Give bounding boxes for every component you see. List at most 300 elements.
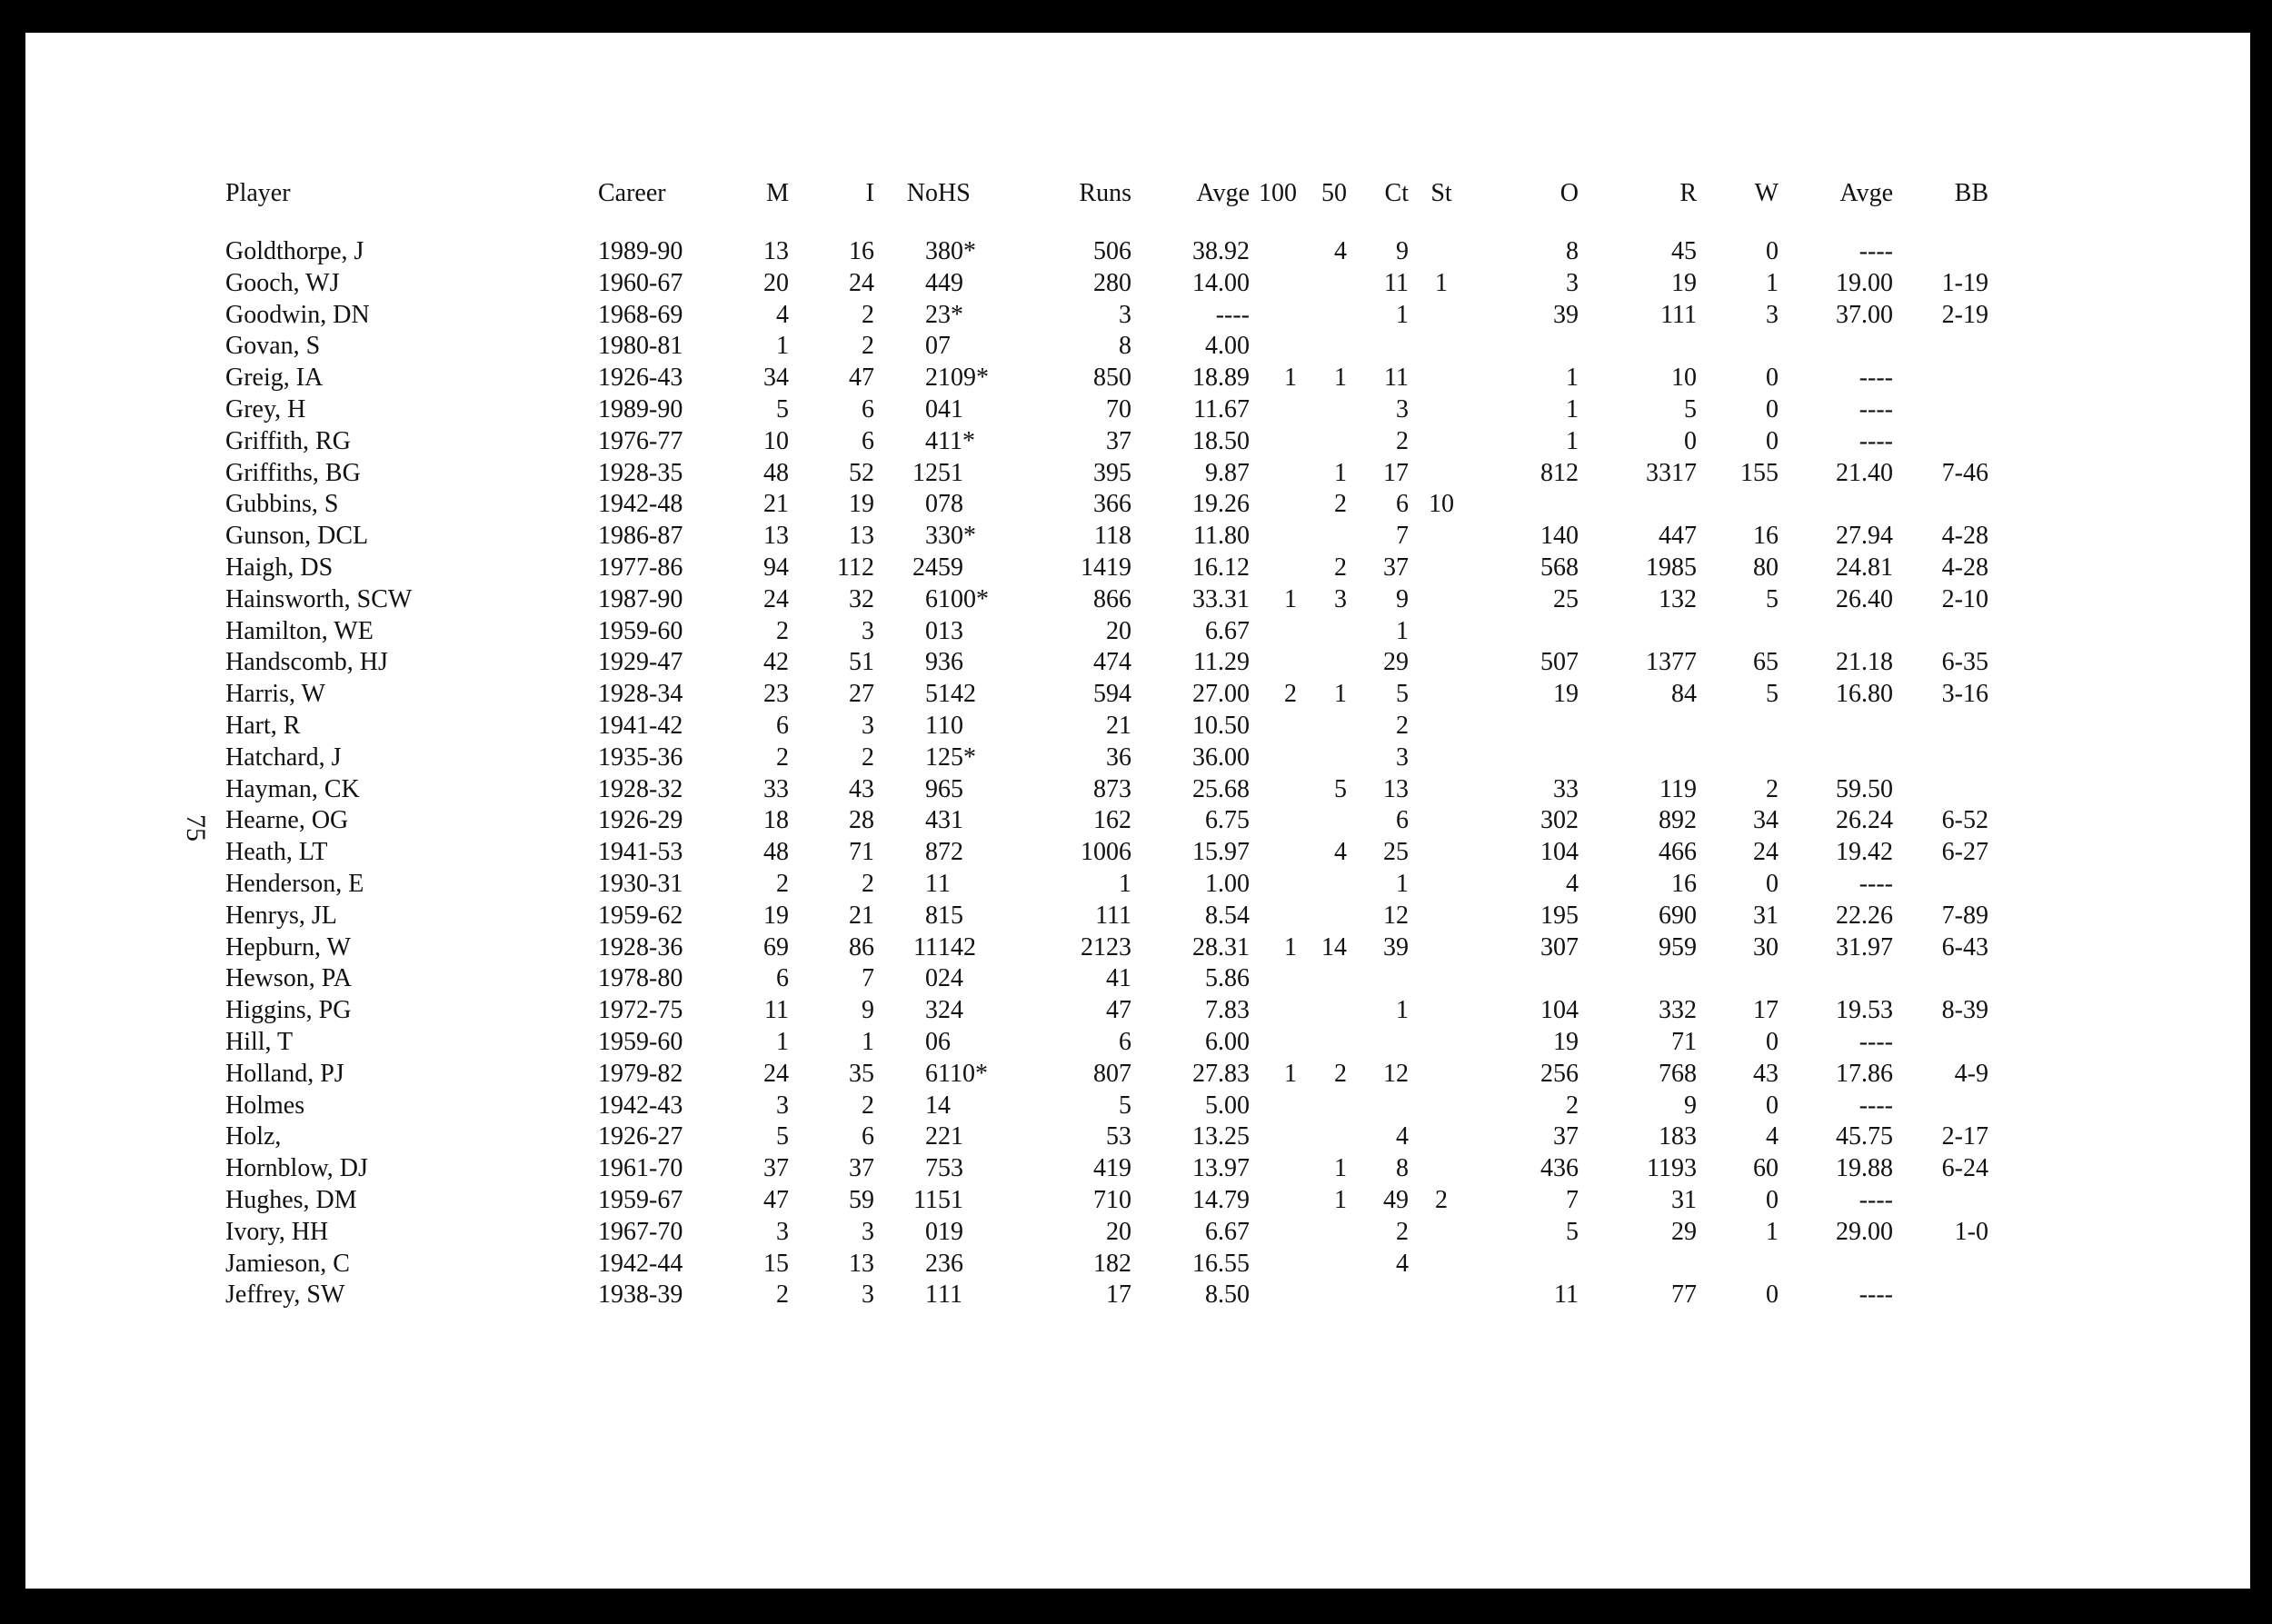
cell-highest-score: 24 — [938, 996, 963, 1025]
cell-stumpings — [1409, 331, 1474, 363]
cell-fifties — [1297, 1217, 1347, 1249]
cell-hundreds — [1250, 489, 1297, 521]
cell-innings: 52 — [849, 458, 874, 487]
cell-highest-score: 100* — [938, 584, 989, 613]
cell-stumpings — [1409, 1217, 1474, 1249]
cell-batting-average: 15.97 — [1192, 838, 1250, 867]
cell-catches: 1 — [1396, 300, 1409, 329]
cell-career: 1976-77 — [598, 426, 683, 455]
cell-runs-conceded — [1579, 616, 1697, 648]
cell-stumpings — [1409, 932, 1474, 964]
cell-overs: 1 — [1566, 426, 1579, 455]
cell-catches — [1347, 1027, 1409, 1059]
cell-stumpings — [1409, 553, 1474, 584]
cell-fifties — [1297, 394, 1347, 426]
cell-batting-average: 7.83 — [1205, 996, 1250, 1025]
cell-overs — [1474, 616, 1579, 648]
cell-player: Henderson, E — [225, 869, 364, 898]
cell-wickets: 5 — [1766, 584, 1779, 613]
cell-runs: 70 — [1106, 394, 1131, 423]
cell-innings: 1 — [862, 1027, 874, 1056]
cell-not-outs: 3 — [925, 237, 938, 265]
cell-bowling-average: 17.86 — [1836, 1059, 1893, 1088]
cell-bowling-average: 21.40 — [1836, 458, 1893, 487]
cell-batting-average: 27.00 — [1192, 680, 1250, 709]
cell-highest-score: 6 — [938, 1027, 951, 1056]
cell-not-outs: 0 — [925, 490, 938, 519]
cell-best-bowling: 2-19 — [1941, 300, 1988, 329]
cell-best-bowling: 6-24 — [1941, 1154, 1988, 1183]
cell-runs-conceded: 1985 — [1646, 553, 1697, 582]
header-highest-score: HS — [938, 179, 971, 207]
cell-fifties: 1 — [1334, 1185, 1347, 1214]
cell-career: 1989-90 — [598, 237, 683, 265]
cell-catches: 4 — [1396, 1249, 1409, 1278]
cell-player: Jamieson, C — [225, 1249, 350, 1278]
cell-runs: 162 — [1093, 806, 1131, 835]
cell-overs: 37 — [1553, 1122, 1579, 1151]
cell-fifties: 2 — [1334, 553, 1347, 582]
cell-career: 1928-34 — [598, 680, 683, 709]
cell-wickets: 31 — [1753, 901, 1779, 930]
cell-best-bowling: 4-9 — [1954, 1059, 1988, 1088]
cell-fifties: 14 — [1321, 932, 1347, 961]
cell-bowling-average — [1779, 331, 1893, 363]
cell-highest-score: 1 — [938, 869, 951, 898]
cell-player: Jeffrey, SW — [225, 1280, 345, 1310]
cell-career: 1959-67 — [598, 1185, 683, 1214]
cell-fifties — [1297, 616, 1347, 648]
cell-highest-score: 53 — [938, 1154, 963, 1183]
cell-career: 1959-60 — [598, 1027, 683, 1056]
cell-overs — [1474, 963, 1579, 995]
cell-wickets: 5 — [1766, 680, 1779, 709]
cell-stumpings — [1409, 236, 1474, 268]
cell-matches: 23 — [763, 680, 789, 709]
cell-highest-score: 21 — [938, 1122, 963, 1151]
cell-overs: 104 — [1540, 838, 1579, 867]
table-row — [225, 742, 1988, 774]
cell-wickets: 60 — [1753, 1154, 1779, 1183]
cell-overs: 507 — [1540, 648, 1579, 677]
cell-overs: 104 — [1540, 996, 1579, 1025]
cell-batting-average: 8.50 — [1205, 1280, 1250, 1310]
cell-catches — [1347, 1280, 1409, 1311]
cell-best-bowling — [1893, 331, 1988, 363]
cell-not-outs: 1 — [925, 742, 938, 772]
cell-hundreds — [1250, 1121, 1297, 1153]
cell-overs — [1474, 489, 1579, 521]
cell-innings: 3 — [862, 1280, 874, 1310]
cell-stumpings — [1409, 679, 1474, 711]
cell-matches: 18 — [763, 806, 789, 835]
cell-innings: 51 — [849, 648, 874, 677]
cell-runs-conceded: 119 — [1659, 774, 1697, 803]
table-row — [225, 1027, 1988, 1059]
cell-highest-score: 51 — [938, 458, 963, 487]
table-row — [225, 300, 1988, 332]
cell-stumpings: 2 — [1435, 1185, 1448, 1214]
cell-innings: 27 — [849, 680, 874, 709]
cell-overs: 11 — [1554, 1280, 1579, 1310]
cell-player: Handscomb, HJ — [225, 648, 388, 677]
cell-matches: 3 — [776, 1091, 789, 1120]
table-row — [225, 331, 1988, 363]
cell-fifties — [1297, 901, 1347, 932]
cell-bowling-average: 29.00 — [1836, 1217, 1893, 1246]
table-row — [225, 458, 1988, 490]
cell-career: 1941-42 — [598, 711, 683, 740]
cell-not-outs: 2 — [925, 364, 938, 393]
cell-wickets: 17 — [1753, 996, 1779, 1025]
cell-not-outs: 1 — [925, 711, 938, 740]
cell-wickets: 1 — [1766, 268, 1779, 297]
cell-stumpings — [1409, 300, 1474, 332]
cell-matches: 24 — [763, 1059, 789, 1088]
cell-fifties — [1297, 1249, 1347, 1280]
cell-fifties: 4 — [1334, 237, 1347, 265]
cell-innings: 37 — [849, 1154, 874, 1183]
cell-bowling-average: 22.26 — [1836, 901, 1893, 930]
cell-fifties — [1297, 805, 1347, 837]
cell-overs: 8 — [1566, 237, 1579, 265]
table-row — [225, 521, 1988, 553]
cell-catches: 9 — [1396, 237, 1409, 265]
cell-innings: 86 — [849, 932, 874, 961]
cell-catches: 1 — [1396, 996, 1409, 1025]
cell-runs-conceded — [1579, 742, 1697, 774]
cell-stumpings — [1409, 363, 1474, 394]
cell-career: 1926-27 — [598, 1122, 683, 1151]
cell-player: Gunson, DCL — [225, 522, 369, 551]
cell-fifties — [1297, 647, 1347, 679]
cell-bowling-average: ---- — [1858, 394, 1893, 423]
cell-player: Gubbins, S — [225, 490, 339, 519]
cell-bowling-average: ---- — [1858, 364, 1893, 393]
cell-career: 1972-75 — [598, 996, 683, 1025]
cell-best-bowling — [1893, 711, 1988, 742]
cell-highest-score: 7 — [938, 332, 951, 361]
cell-catches: 17 — [1383, 458, 1409, 487]
cell-catches: 25 — [1383, 838, 1409, 867]
cell-wickets: 0 — [1766, 1091, 1779, 1120]
cell-bowling-average: 37.00 — [1836, 300, 1893, 329]
cell-career: 1968-69 — [598, 300, 683, 329]
cell-wickets — [1697, 711, 1779, 742]
cell-batting-average: 18.50 — [1192, 426, 1250, 455]
cell-not-outs: 0 — [925, 332, 938, 361]
cell-career: 1986-87 — [598, 522, 683, 551]
cell-batting-average: 25.68 — [1192, 774, 1250, 803]
cell-best-bowling: 4-28 — [1941, 553, 1988, 582]
cell-wickets: 16 — [1753, 522, 1779, 551]
cell-not-outs: 2 — [925, 300, 938, 329]
cell-runs: 111 — [1095, 901, 1131, 930]
table-row — [225, 1059, 1988, 1091]
cell-runs-conceded: 5 — [1684, 394, 1697, 423]
cell-runs: 53 — [1106, 1122, 1131, 1151]
table-row — [225, 584, 1988, 616]
header-runs-conceded: R — [1679, 179, 1697, 207]
cell-best-bowling — [1893, 1249, 1988, 1280]
cell-player: Griffiths, BG — [225, 458, 361, 487]
cell-best-bowling: 6-35 — [1941, 648, 1988, 677]
cell-fifties — [1297, 300, 1347, 332]
table-row — [225, 1249, 1988, 1280]
cell-highest-score: 19 — [938, 1217, 963, 1246]
cell-career: 1942-43 — [598, 1091, 683, 1120]
cell-player: Henrys, JL — [225, 901, 337, 930]
cell-hundreds — [1250, 805, 1297, 837]
cell-runs: 47 — [1106, 996, 1131, 1025]
cell-not-outs: 1 — [925, 1280, 938, 1310]
cell-highest-score: 25* — [938, 742, 976, 772]
cell-bowling-average: ---- — [1858, 1091, 1893, 1120]
cell-catches — [1347, 331, 1409, 363]
cell-wickets: 0 — [1766, 1185, 1779, 1214]
cell-career: 1930-31 — [598, 869, 683, 898]
cell-highest-score: 30* — [938, 522, 976, 551]
cell-runs-conceded — [1579, 489, 1697, 521]
cell-hundreds — [1250, 553, 1297, 584]
cell-wickets: 1 — [1766, 1217, 1779, 1246]
cell-fifties — [1297, 1280, 1347, 1311]
table-row — [225, 679, 1988, 711]
cell-player: Goldthorpe, J — [225, 237, 364, 265]
table-row — [225, 363, 1988, 394]
cell-batting-average: 16.12 — [1192, 553, 1250, 582]
cell-highest-score: 49 — [938, 268, 963, 297]
cell-highest-score: 41 — [938, 394, 963, 423]
cell-wickets: 0 — [1766, 1027, 1779, 1056]
cell-wickets: 0 — [1766, 1280, 1779, 1310]
cell-batting-average: 16.55 — [1192, 1249, 1250, 1278]
table-row — [225, 236, 1988, 268]
cell-fifties: 2 — [1334, 490, 1347, 519]
cell-innings: 71 — [849, 838, 874, 867]
cell-best-bowling: 6-52 — [1941, 806, 1988, 835]
cell-catches — [1347, 963, 1409, 995]
cell-not-outs: 11 — [913, 1185, 938, 1214]
cell-batting-average: 19.26 — [1192, 490, 1250, 519]
cell-player: Hayman, CK — [225, 774, 360, 803]
cell-catches: 2 — [1396, 426, 1409, 455]
cell-wickets: 65 — [1753, 648, 1779, 677]
cell-hundreds — [1250, 1185, 1297, 1217]
cell-overs: 39 — [1553, 300, 1579, 329]
cell-best-bowling: 7-89 — [1941, 901, 1988, 930]
cell-matches: 34 — [763, 364, 789, 393]
cell-innings: 6 — [862, 426, 874, 455]
cell-hundreds — [1250, 901, 1297, 932]
cell-runs-conceded: 959 — [1659, 932, 1697, 961]
cell-player: Haigh, DS — [225, 553, 334, 582]
cell-runs: 20 — [1106, 616, 1131, 645]
cell-runs: 1 — [1119, 869, 1131, 898]
cell-innings: 19 — [849, 490, 874, 519]
cell-overs: 436 — [1540, 1154, 1579, 1183]
header-row — [225, 174, 1988, 213]
cell-runs: 118 — [1094, 522, 1131, 551]
cell-player: Hainsworth, SCW — [225, 584, 413, 613]
cell-not-outs: 24 — [912, 553, 938, 582]
cell-highest-score: 11* — [938, 426, 975, 455]
cell-stumpings — [1409, 1153, 1474, 1185]
cell-matches: 3 — [776, 1217, 789, 1246]
cell-fifties — [1297, 1027, 1347, 1059]
cell-player: Harris, W — [225, 680, 325, 709]
cell-best-bowling — [1893, 616, 1988, 648]
cell-wickets — [1697, 331, 1779, 363]
cell-batting-average: 28.31 — [1192, 932, 1250, 961]
header-wickets: W — [1754, 179, 1779, 207]
table-row — [225, 1185, 1988, 1217]
cell-runs-conceded: 1377 — [1646, 648, 1697, 677]
cell-best-bowling — [1893, 869, 1988, 901]
cell-matches: 6 — [776, 711, 789, 740]
cell-stumpings — [1409, 1280, 1474, 1311]
cell-player: Holland, PJ — [225, 1059, 344, 1088]
cell-catches: 7 — [1396, 522, 1409, 551]
cell-not-outs: 3 — [925, 522, 938, 551]
cell-batting-average: 18.89 — [1192, 364, 1250, 393]
cell-career: 1977-86 — [598, 553, 683, 582]
cell-career: 1928-36 — [598, 932, 683, 961]
cell-runs-conceded: 29 — [1671, 1217, 1697, 1246]
table-row — [225, 268, 1988, 300]
cell-runs: 182 — [1093, 1249, 1131, 1278]
cell-runs-conceded: 111 — [1660, 300, 1697, 329]
cell-batting-average: 10.50 — [1192, 711, 1250, 740]
cell-overs: 2 — [1566, 1091, 1579, 1120]
cell-catches: 3 — [1396, 394, 1409, 423]
cell-bowling-average: 31.97 — [1836, 932, 1893, 961]
cell-hundreds — [1250, 268, 1297, 300]
cell-runs: 395 — [1093, 458, 1131, 487]
cell-career: 1959-60 — [598, 616, 683, 645]
cell-wickets: 24 — [1753, 838, 1779, 867]
cell-innings: 47 — [849, 364, 874, 393]
cell-fifties — [1297, 742, 1347, 774]
cell-highest-score: 65 — [938, 774, 963, 803]
cell-overs: 4 — [1566, 869, 1579, 898]
cell-hundreds — [1250, 837, 1297, 869]
cell-career: 1935-36 — [598, 742, 683, 772]
cell-batting-average: 13.97 — [1192, 1154, 1250, 1183]
cell-fifties — [1297, 426, 1347, 458]
cell-matches: 4 — [776, 300, 789, 329]
cell-highest-score: 110* — [938, 1059, 988, 1088]
cell-hundreds — [1250, 616, 1297, 648]
cell-not-outs: 11 — [913, 932, 938, 961]
cell-runs-conceded: 3317 — [1646, 458, 1697, 487]
cell-career: 1987-90 — [598, 584, 683, 613]
cell-hundreds — [1250, 711, 1297, 742]
cell-catches — [1347, 1091, 1409, 1122]
cell-matches: 5 — [776, 394, 789, 423]
table-row — [225, 774, 1988, 806]
cell-catches: 37 — [1383, 553, 1409, 582]
cell-player: Higgins, PG — [225, 996, 352, 1025]
cell-runs-conceded: 19 — [1671, 268, 1697, 297]
cell-career: 1989-90 — [598, 394, 683, 423]
cell-hundreds — [1250, 1091, 1297, 1122]
cell-batting-average: 33.31 — [1192, 584, 1250, 613]
cell-innings: 3 — [862, 711, 874, 740]
cell-bowling-average — [1779, 711, 1893, 742]
cell-not-outs: 1 — [925, 1091, 938, 1120]
table-row — [225, 553, 1988, 584]
cell-highest-score: 24 — [938, 964, 963, 993]
cell-fifties — [1297, 331, 1347, 363]
cell-stumpings — [1409, 426, 1474, 458]
cell-highest-score: 109* — [938, 364, 989, 393]
cell-hundreds: 2 — [1284, 680, 1297, 709]
cell-player: Holmes — [225, 1091, 305, 1120]
cell-not-outs: 8 — [925, 838, 938, 867]
cell-player: Hill, T — [225, 1027, 294, 1056]
cell-career: 1942-44 — [598, 1249, 683, 1278]
cell-matches: 2 — [776, 869, 789, 898]
cell-best-bowling — [1893, 963, 1988, 995]
cell-best-bowling: 7-46 — [1941, 458, 1988, 487]
cell-matches: 13 — [763, 522, 789, 551]
cell-runs: 5 — [1119, 1091, 1131, 1120]
cell-runs: 807 — [1093, 1059, 1131, 1088]
cell-innings: 2 — [862, 869, 874, 898]
cell-runs-conceded: 9 — [1684, 1091, 1697, 1120]
cell-fifties — [1297, 963, 1347, 995]
cell-hundreds — [1250, 647, 1297, 679]
cell-runs: 3 — [1119, 300, 1131, 329]
cell-runs-conceded: 16 — [1671, 869, 1697, 898]
cell-not-outs: 9 — [925, 648, 938, 677]
cell-batting-average: 6.67 — [1205, 1217, 1250, 1246]
cell-batting-average: 14.00 — [1192, 268, 1250, 297]
cell-innings: 24 — [849, 268, 874, 297]
cell-runs-conceded: 447 — [1659, 522, 1697, 551]
cell-career: 1928-32 — [598, 774, 683, 803]
cell-runs: 37 — [1106, 426, 1131, 455]
cell-player: Hughes, DM — [225, 1185, 357, 1214]
cell-overs: 812 — [1540, 458, 1579, 487]
cell-matches: 6 — [776, 964, 789, 993]
table-row — [225, 711, 1988, 742]
cell-catches: 11 — [1384, 268, 1409, 297]
cell-best-bowling: 2-10 — [1941, 584, 1988, 613]
cell-innings: 13 — [849, 1249, 874, 1278]
cell-bowling-average: 26.24 — [1836, 806, 1893, 835]
cell-hundreds: 1 — [1284, 932, 1297, 961]
cell-fifties: 4 — [1334, 838, 1347, 867]
header-bowling-average: Avge — [1839, 179, 1893, 207]
cell-bowling-average: 59.50 — [1836, 774, 1893, 803]
cell-overs: 195 — [1540, 901, 1579, 930]
cell-innings: 2 — [862, 742, 874, 772]
cell-stumpings — [1409, 963, 1474, 995]
cell-catches: 2 — [1396, 711, 1409, 740]
cell-bowling-average — [1779, 616, 1893, 648]
cell-runs: 17 — [1106, 1280, 1131, 1310]
cell-catches: 1 — [1396, 869, 1409, 898]
cell-overs: 302 — [1540, 806, 1579, 835]
table-row — [225, 805, 1988, 837]
cell-wickets — [1697, 1249, 1779, 1280]
cell-player: Govan, S — [225, 332, 321, 361]
cell-hundreds — [1250, 236, 1297, 268]
cell-not-outs: 6 — [925, 1059, 938, 1088]
cell-bowling-average: 19.42 — [1836, 838, 1893, 867]
